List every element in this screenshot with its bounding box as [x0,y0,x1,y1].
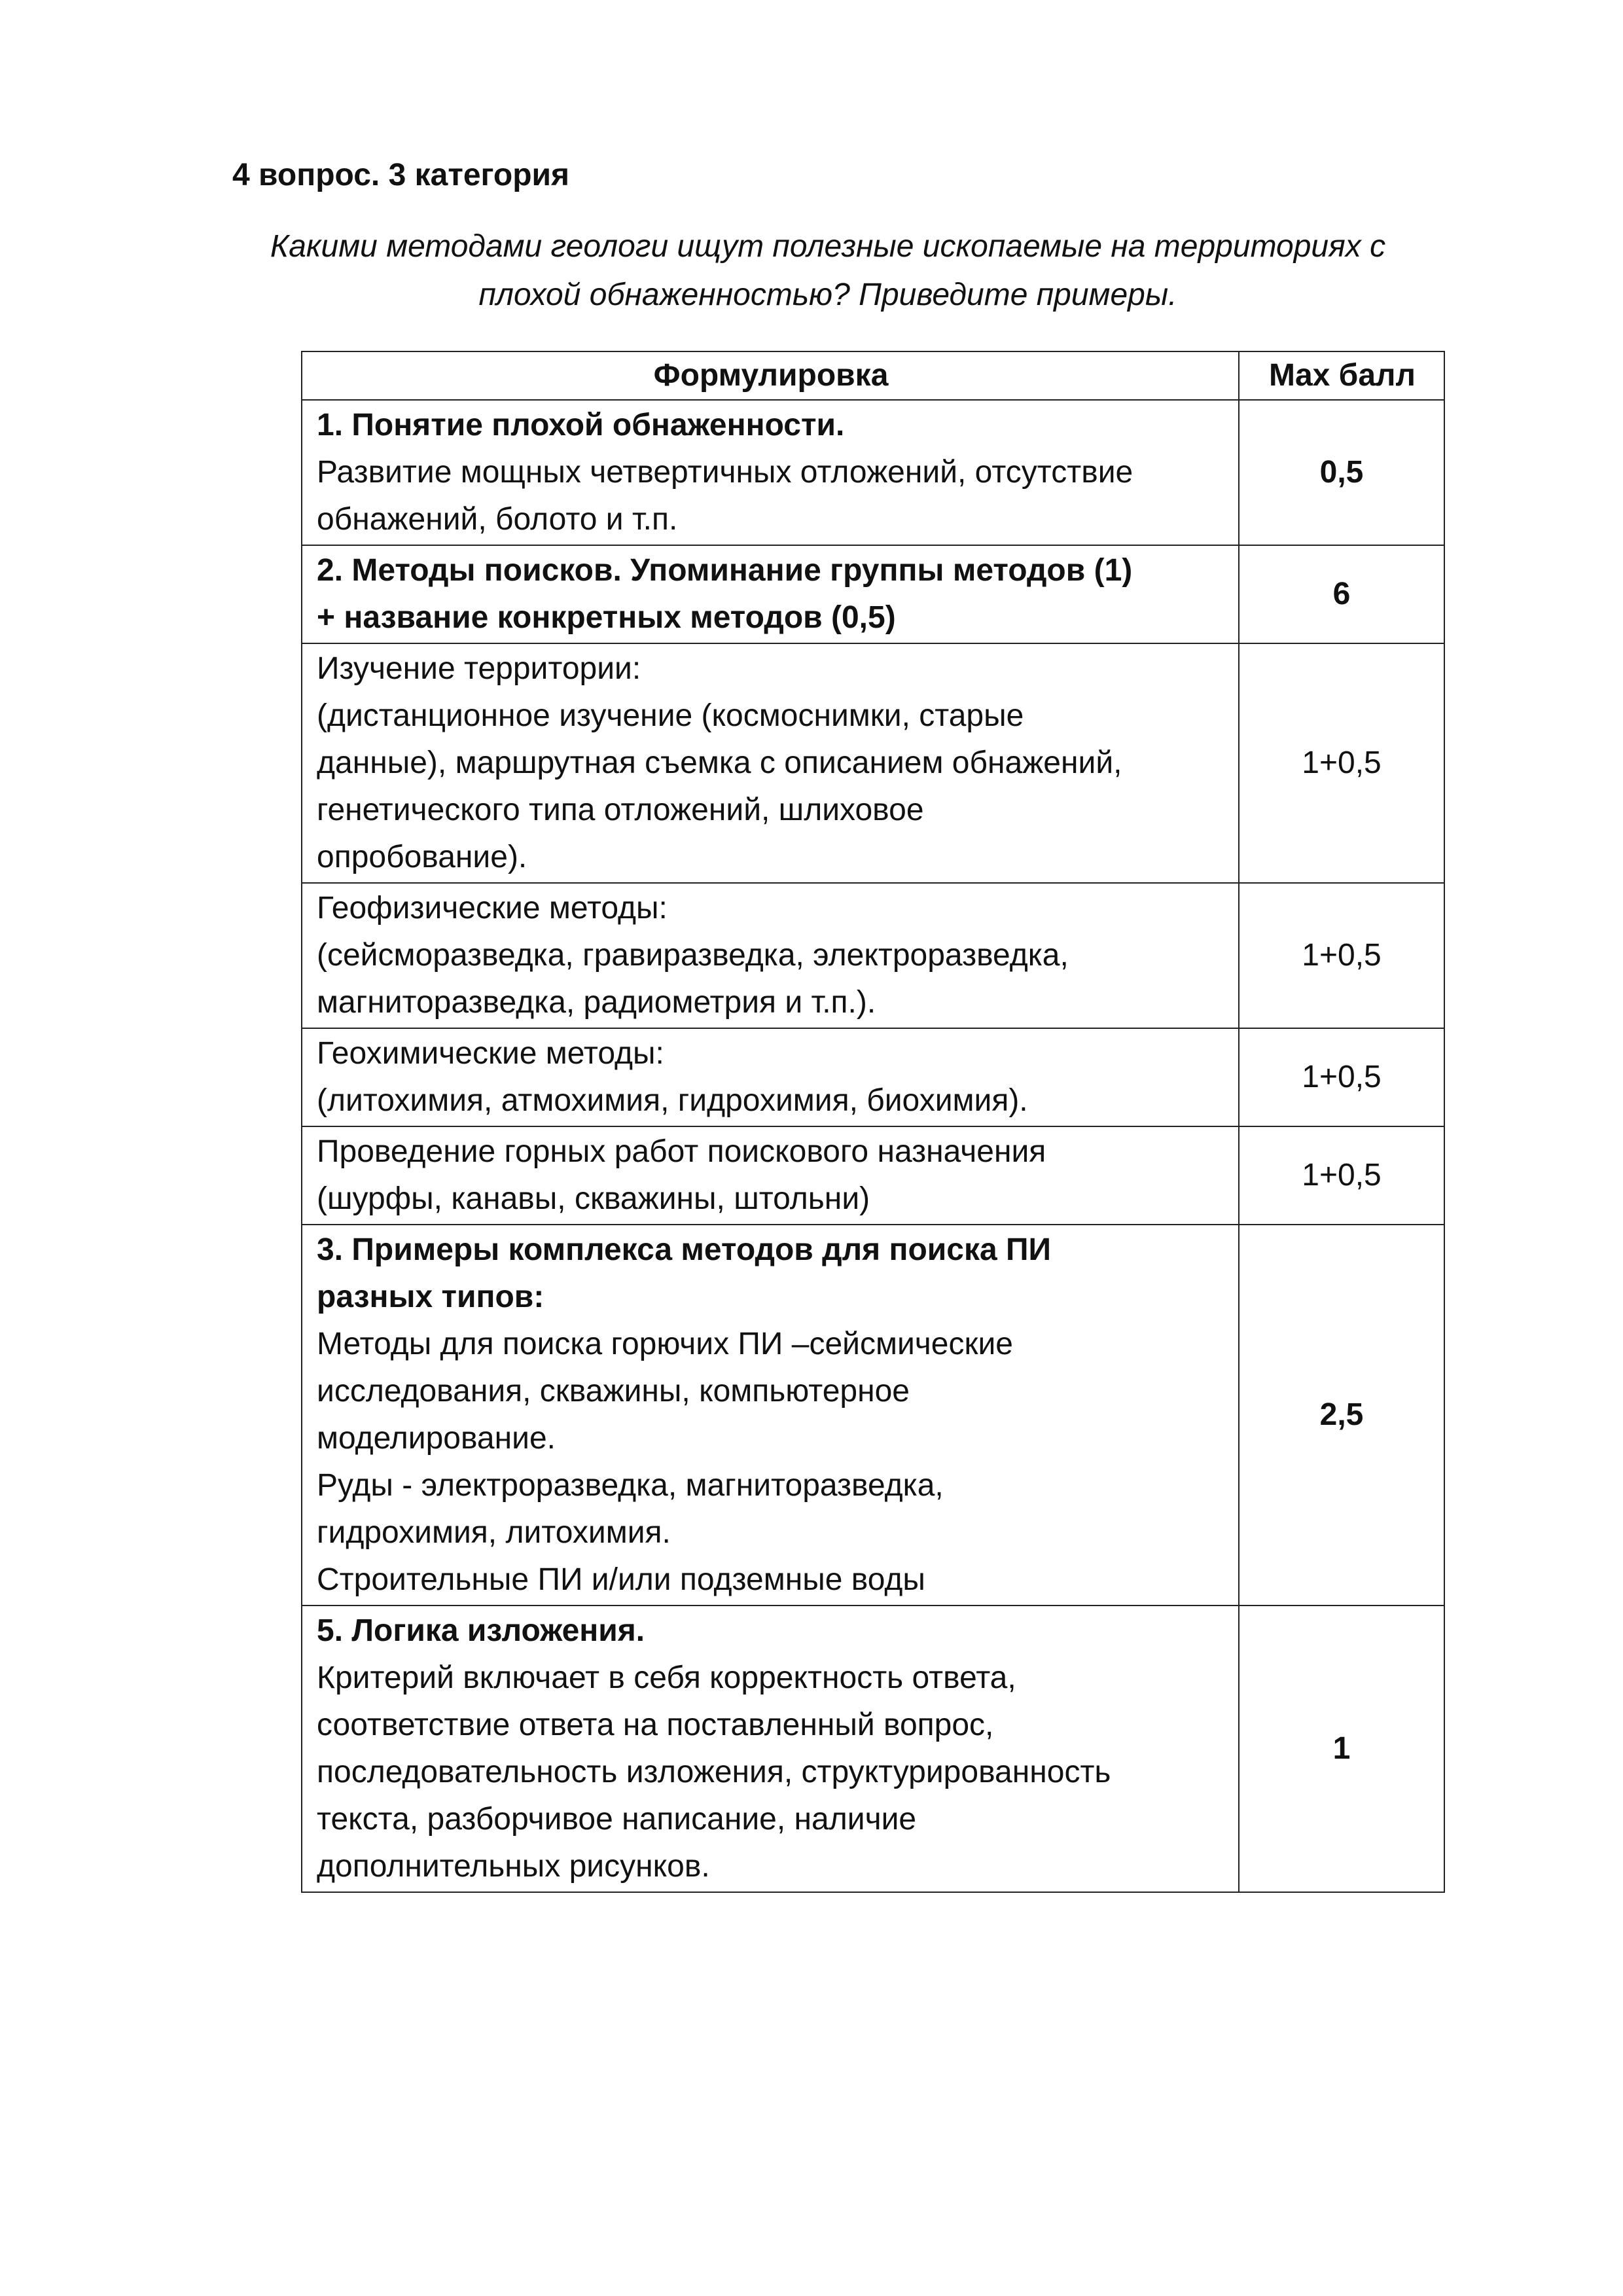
score-cell: 1+0,5 [1239,883,1444,1028]
header-formulation: Формулировка [302,351,1239,400]
criterion-cell [302,1605,1239,1892]
table-row [302,1028,1444,1126]
criterion-line: Строительные ПИ и/или подземные воды [317,1562,925,1597]
criterion-line: соответствие ответа на поставленный вопрос, [317,1708,994,1742]
criterion-line: (шурфы, канавы, скважины, штольни) [317,1181,870,1216]
criterion-line: моделирование. [317,1421,556,1456]
score-cell: 1+0,5 [1239,643,1444,883]
criterion-line: магниторазведка, радиометрия и т.п.). [317,985,876,1020]
score-cell: 2,5 [1239,1225,1444,1605]
page-heading: 4 вопрос. 3 категория [232,158,570,192]
header-max-score: Max балл [1239,351,1444,400]
criterion-cell [302,1028,1239,1126]
criterion-line: опробование). [317,840,527,874]
table-row [302,643,1444,883]
table-row [302,545,1444,643]
criterion-line: Геохимические методы: [317,1036,664,1071]
criterion-cell [302,1225,1239,1605]
criterion-line: разных типов: [317,1280,544,1314]
criterion-cell [302,400,1239,545]
criterion-cell [302,545,1239,643]
criterion-line: исследования, скважины, компьютерное [317,1374,910,1408]
criterion-line: Развитие мощных четвертичных отложений, отсутствие [317,455,1133,490]
criterion-line: обнажений, болото и т.п. [317,502,678,537]
criterion-line: генетического типа отложений, шлиховое [317,793,924,827]
criterion-line: 5. Логика изложения. [317,1613,645,1648]
criterion-cell [302,883,1239,1028]
criterion-line: последовательность изложения, структурированность [317,1755,1111,1789]
score-cell: 0,5 [1239,400,1444,545]
criterion-line: 3. Примеры комплекса методов для поиска ПИ [317,1232,1052,1267]
score-cell: 1+0,5 [1239,1126,1444,1225]
question-line: Какими методами геологи ищут полезные ископаемые на территориях с [270,229,1386,264]
criterion-cell [302,1126,1239,1225]
criterion-line: дополнительных рисунков. [317,1849,710,1884]
table-row [302,1225,1444,1605]
table-row [302,1605,1444,1892]
criterion-line: текста, разборчивое написание, наличие [317,1802,917,1837]
table-row [302,1126,1444,1225]
criterion-line: + название конкретных методов (0,5) [317,600,896,635]
criterion-line: Руды - электроразведка, магниторазведка, [317,1468,944,1503]
criteria-table-body [302,400,1444,1892]
criteria-table [301,351,1445,1893]
table-row [302,400,1444,545]
criterion-cell [302,643,1239,883]
criterion-line: (сейсморазведка, гравиразведка, электроразведка, [317,938,1069,973]
table-header-row [302,351,1444,400]
criterion-line: Проведение горных работ поискового назначения [317,1134,1046,1169]
criterion-line: (литохимия, атмохимия, гидрохимия, биохимия). [317,1083,1028,1118]
criterion-line: гидрохимия, литохимия. [317,1515,671,1550]
criterion-line: 2. Методы поисков. Упоминание группы методов (1) [317,553,1133,588]
question-text [196,223,1459,319]
criterion-line: Методы для поиска горючих ПИ –сейсмические [317,1327,1013,1361]
criterion-line: 1. Понятие плохой обнаженности. [317,408,845,442]
criterion-line: Критерий включает в себя корректность ответа, [317,1660,1016,1695]
score-cell: 1+0,5 [1239,1028,1444,1126]
criterion-line: (дистанционное изучение (космоснимки, старые [317,698,1024,733]
score-cell: 6 [1239,545,1444,643]
table-row [302,883,1444,1028]
score-cell: 1 [1239,1605,1444,1892]
criterion-line: данные), маршрутная съемка с описанием обнажений, [317,745,1122,780]
criterion-line: Изучение территории: [317,651,641,686]
question-line: плохой обнаженностью? Приведите примеры. [478,278,1177,312]
criterion-line: Геофизические методы: [317,891,668,925]
